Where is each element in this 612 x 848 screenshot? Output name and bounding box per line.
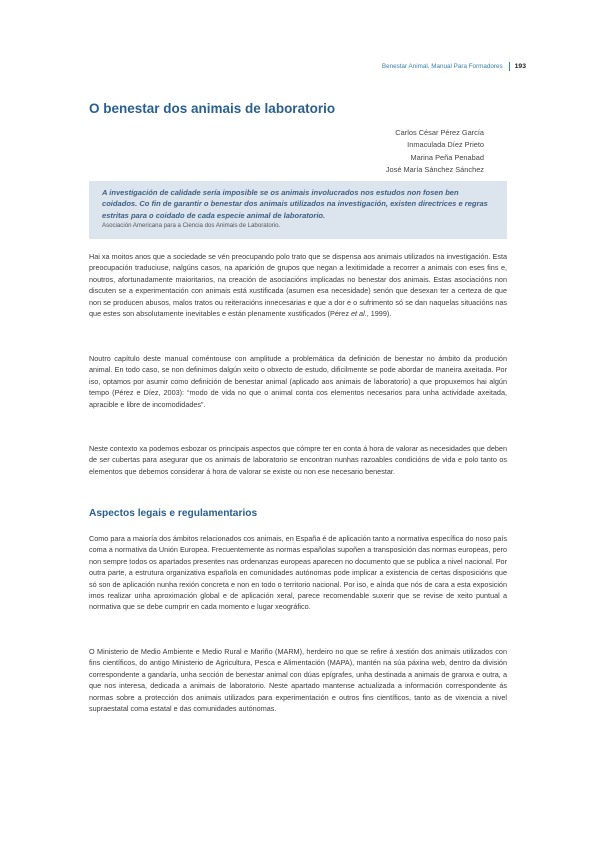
author-list: [284, 127, 484, 177]
running-title: Benestar Animal. Manual Para Formadores: [381, 63, 503, 70]
epigraph-box: [89, 181, 507, 239]
epigraph-text: A investigación de calidade sería imposible se os animais involucrados nos estudos non fosen ben coidados. Co fin de garantir o benestar dos animais utilizados na investigación, existen directrices e regras estritas para o coidado de cada especie animal de laboratorio.: [102, 188, 488, 220]
citation-etal: et al.: [350, 309, 367, 319]
running-header: [382, 62, 526, 71]
section-heading: Aspectos legais e regulamentarios: [89, 508, 258, 519]
section-paragraph-1: Como para a maioría dos ámbitos relacionados cos animais, en España é de aplicación tanto a normativa específica do noso país coma a normativa da Unión Europea. Frecuentemente as normas españolas supoñen a transposición das normas europeas, pero non sempre todos os apartados presentes nas ordenanzas europeas aparecen no documento que se publica a nivel nacional. Por outra parte, a estrutura organizativa española en comunidades autónomas pode implicar a existencia de certas disposicións que só son de aplicación nunha rexión concreta e non en todo o territorio nacional. Por iso, e aínda que nós de cara a esta exposición imos realizar unha aproximación global e de aplicación xeral, parece recomendable suxerir que se revise de xeito puntual a normativa que se debe cumprir en cada momento e lugar xeográfico.: [89, 534, 507, 612]
author-name: Marina Peña Penabad: [410, 152, 484, 162]
epigraph-source: Asociación Americana para a Ciencia dos Animais de Laboratorio.: [102, 222, 281, 230]
citation-author: Pérez: [330, 309, 351, 319]
chapter-title: O benestar dos animais de laboratorio: [89, 101, 336, 116]
citation-year: , 1999).: [366, 309, 392, 319]
author-name: José María Sánchez Sánchez: [385, 165, 484, 175]
intro-paragraph-1: [89, 251, 507, 319]
intro-paragraph-3: Neste contexto xa podemos esbozar os principais aspectos que cómpre ter en conta á hora de valorar as necesidades que deben de ser cubertas para asegurar que os animais de laboratorio se encontran nunhas razoables condicións de vida e polo tanto os elementos que debemos considerar á hora de valorar se existe ou non ese necesario benestar.: [89, 444, 507, 476]
section-paragraph-2: O Ministerio de Medio Ambiente e Medio Rural e Mariño (MARM), herdeiro no que se refire á xestión dos animais utilizados con fins científicos, do antigo Ministerio de Agricultura, Pesca e Alimentación (MAPA), mantén na súa páxina web, dentro da división correspondente a gandaría, unha sección de benestar animal con dúas epígrafes, unha destinada a animais de granxa e outra, a que nos interesa, dedicada a animais de laboratorio. Neste apartado mantense actualizada a información correspondente ás normas sobre a protección dos animais utilizados para experimentación e outros fins científicos, tanto as de vixencia a nivel supraestatal coma estatal e das comunidades autónomas.: [89, 647, 507, 714]
page-number: 193: [514, 63, 526, 70]
author-name: Inmaculada Díez Prieto: [407, 140, 484, 150]
intro-paragraph-2: Noutro capítulo deste manual coméntouse con amplitude a problemática da definición de benestar no ámbito da produción animal. En todo caso, se non definimos dalgún xeito o obxecto de estudo, dificilmente se pode abordar de maneira axeitada. Por iso, optamos por asumir como definición de benestar animal (aplicado aos animais de laboratorio) a que propuxemos hai algún tempo (Pérez e Díez, 2003): “modo de vida no que o animal conta cos elementos necesarios para unha actividade axeitada, apracible e libre de incomodidades”.: [89, 354, 507, 409]
header-divider: [509, 62, 510, 71]
paragraph-text: Hai xa moitos anos que a sociedade se vén preocupando polo trato que se dispensa aos animais utilizados na investigación. Esta preocupación traduciuse, nalgúns casos, na aparición de grupos que negan a lexitimidade a recorrer a animais con eses fins e, noutros, afortunadamente maioritarios, na creación de asociacións implicadas no benestar dos animais. Estas asociacións non discuten se a experimentación con animais está xustificada (asumen esa necesidade) senón que desexan ter a certeza de que non se producen abusos, malos tratos ou reiteracións innecesarias e que a dor e o sufrimento só se dan naquelas situacións nas que estes son absolutamente inevitables e están plenamente xustificados (: [89, 252, 507, 319]
author-name: Carlos César Pérez García: [395, 128, 484, 137]
